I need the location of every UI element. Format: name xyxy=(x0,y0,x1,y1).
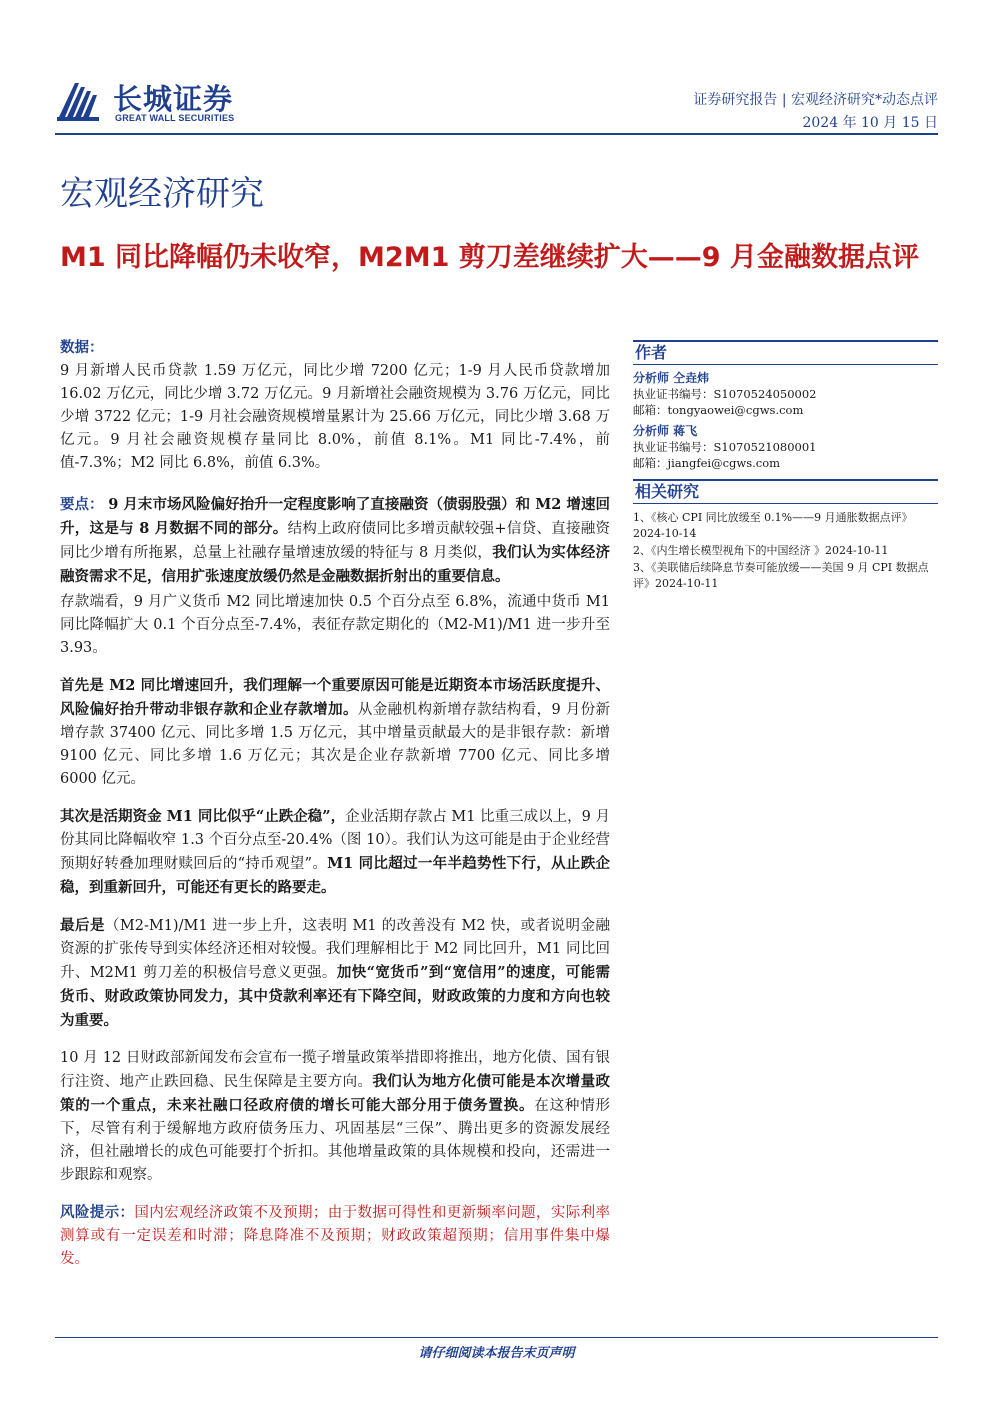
key-points-text: 结构上政府债同比多增贡献较强+信贷、直接融资同比少增有所拖累，总量上社融存量增速放缓的特征与 8 月类似， xyxy=(60,521,610,561)
author-heading: 作者 xyxy=(633,340,938,365)
analyst-cert: 执业证书编号：S1070524050002 xyxy=(633,387,817,401)
related-item[interactable]: 3、《美联储后续降息节奏可能放缓——美国 9 月 CPI 数据点评》2024-10-11 xyxy=(633,561,929,590)
data-text: 9 月新增人民币贷款 1.59 万亿元，同比少增 7200 亿元；1-9 月人民币贷款增加 16.02 万亿元，同比少增 3.72 万亿元。9 月新增社会融资规模为 3.76 万亿元，同比少增 3722 亿元；1-9 月社会融资规模增量累计为 25.66 万亿元，同比少增 3.68 万亿元。9 月社会融资规模存量同比 8.0%，前值 8.1%。M1 同比-7.4%，前值-7.3%；M2 同比 6.8%，前值 6.3%。 xyxy=(60,363,610,471)
scissors-bold-2: 加快“宽货币”到“宽信用”的速度，可能需货币、财政政策协同发力，其中贷款利率还有下降空间，财政政策的力度和方向也较为重要。 xyxy=(60,964,610,1029)
data-label: 数据： xyxy=(60,339,104,356)
deposit-paragraph: 存款端看，9 月广义货币 M2 同比增速加快 0.5 个百分点至 6.8%，流通中货币 M1 同比降幅扩大 0.1 个百分点至-7.4%，表征存款定期化的（M2-M1)/M1 进一步升至 3.93。 xyxy=(60,594,610,656)
policy-text-2: 在这种情形下，尽管有利于缓解地方政府债务压力、巩固基层“三保”、腾出更多的资源发展经济，但社融增长的成色可能要打个折扣。其他增量政策的具体规模和投向，还需进一步跟踪和观察。 xyxy=(60,1098,610,1183)
related-list xyxy=(633,510,938,592)
m1-text: 企业活期存款占 M1 比重三成以上，9 月份其同比降幅收窄 1.3 个百分点至-20.4%（图 10）。我们认为这可能是由于企业经营预期好转叠加理财赎回后的“持币观望”。 xyxy=(60,809,611,872)
header-meta xyxy=(693,89,938,135)
key-points-bold-2: 我们认为实体经济融资需求不足，信用扩张速度放缓仍然是金融数据折射出的重要信息。 xyxy=(60,544,610,585)
analyst-block xyxy=(633,423,938,471)
m2-paragraph xyxy=(60,674,610,791)
page-header xyxy=(55,75,938,135)
risk-paragraph xyxy=(60,1201,610,1271)
logo-text-cn: 长城证券 xyxy=(113,82,234,116)
related-research xyxy=(633,479,938,592)
related-heading: 相关研究 xyxy=(633,479,938,504)
header-divider xyxy=(55,133,938,135)
policy-bold: 我们认为地方化债可能是本次增量政策的一个重点，未来社融口径政府债的增长可能大部分用于债务置换。 xyxy=(60,1073,610,1114)
scissors-bold-1: 最后是 xyxy=(60,917,105,934)
policy-text-1: 10 月 12 日财政部新闻发布会宣布一揽子增量政策举措即将推出，地方化债、国有银行注资、地产止跌回稳、民生保障是主要方向。 xyxy=(60,1050,610,1090)
m1-bold-1: 其次是活期资金 M1 同比似乎“止跌企稳”， xyxy=(60,808,346,825)
related-item[interactable]: 2、《内生增长模型视角下的中国经济 》2024-10-11 xyxy=(633,544,889,557)
scissors-paragraph xyxy=(60,914,610,1033)
analyst-cert: 执业证书编号：S1070521080001 xyxy=(633,440,817,454)
footer-disclaimer: 请仔细阅读本报告末页声明 xyxy=(418,1346,575,1361)
scissors-text: （M2-M1)/M1 进一步上升，这表明 M1 的改善没有 M2 快，或者说明金融资源的扩张传导到实体经济还相对较慢。我们理解相比于 M2 同比回升，M1 同比回升、M2M1 剪刀差的积极信号意义更强。 xyxy=(60,918,610,981)
logo-text-en: GREAT WALL SECURITIES xyxy=(115,113,235,123)
company-logo xyxy=(55,75,315,127)
analyst-email[interactable]: 邮箱：tongyaowei@cgws.com xyxy=(633,403,804,417)
main-content xyxy=(60,336,610,1285)
analyst-name: 分析师 蒋飞 xyxy=(633,424,698,438)
footer-divider xyxy=(55,1337,938,1338)
key-points-bold-1: 9 月末市场风险偏好抬升一定程度影响了直接融资（债弱股强）和 M2 增速回升，这是与 8 月数据不同的部分。 xyxy=(60,496,611,537)
related-item[interactable]: 1、《核心 CPI 同比放缓至 0.1%——9 月通胀数据点评》2024-10-14 xyxy=(633,511,913,540)
report-date: 2024 年 10 月 15 日 xyxy=(802,115,938,131)
analyst-email[interactable]: 邮箱：jiangfei@cgws.com xyxy=(633,456,781,470)
risk-text: 国内宏观经济政策不及预期；由于数据可得性和更新频率问题，实际利率测算或有一定误差和时滞；降息降准不及预期；财政政策超预期；信用事件集中爆发。 xyxy=(60,1205,610,1267)
great-wall-logo-icon xyxy=(55,77,101,123)
report-category: 证券研究报告 | 宏观经济研究*动态点评 xyxy=(693,92,938,108)
key-points-paragraph xyxy=(60,493,610,589)
section-title: 宏观经济研究 xyxy=(60,174,264,214)
risk-label: 风险提示： xyxy=(60,1204,135,1221)
key-points-label: 要点： xyxy=(60,496,104,513)
report-title: M1 同比降幅仍未收窄，M2M1 剪刀差继续扩大——9 月金融数据点评 xyxy=(60,242,919,273)
m2-text: 从金融机构新增存款结构看，9 月份新增存款 37400 亿元、同比多增 1.5 万亿元，其中增量贡献最大的是非银存款：新增 9100 亿元、同比多增 1.6 万亿元；其次是企业存款新增 7700 亿元、同比多增 6000 亿元。 xyxy=(60,702,610,787)
analyst-name: 分析师 仝垚炜 xyxy=(633,371,710,385)
m1-paragraph xyxy=(60,805,610,900)
sidebar xyxy=(633,340,938,593)
m1-bold-2: M1 同比超过一年半趋势性下行，从止跌企稳，到重新回升，可能还有更长的路要走。 xyxy=(60,855,610,896)
m2-bold: 首先是 M2 同比增速回升，我们理解一个重要原因可能是近期资本市场活跃度提升、风险偏好抬升带动非银存款和企业存款增加。 xyxy=(60,677,610,718)
policy-paragraph xyxy=(60,1047,610,1187)
analyst-block xyxy=(633,370,938,418)
data-paragraph xyxy=(60,336,610,475)
